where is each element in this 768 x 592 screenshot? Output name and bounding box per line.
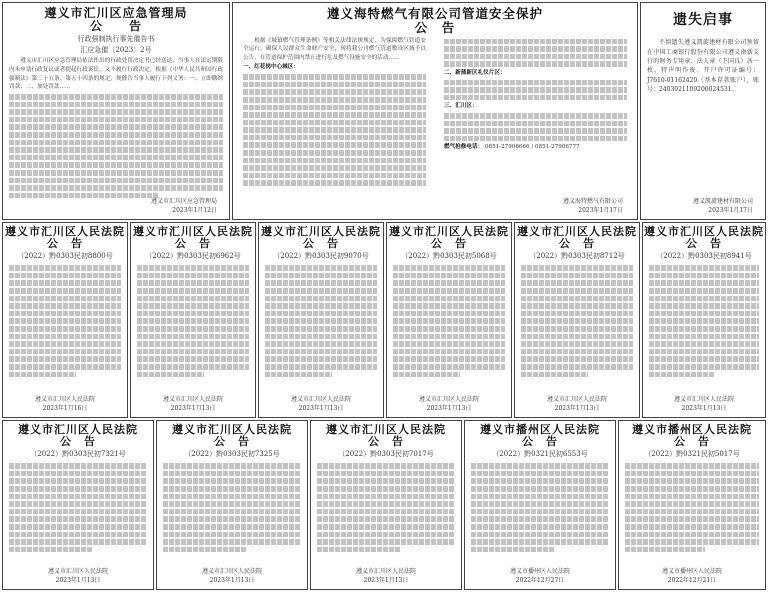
court-title: 遵义市播州区人民法院	[480, 423, 600, 436]
court-footer: 遵义市汇川区人民法院	[673, 396, 734, 404]
court-date: 2023年1月13日	[554, 404, 600, 412]
court-date: 2023年1月13日	[55, 576, 101, 584]
court-case-no: （2022）黔0303民初7017号	[338, 450, 434, 459]
court-signature	[259, 396, 383, 413]
court-signature	[465, 568, 615, 585]
court-title: 遵义市汇川区人民法院	[5, 225, 125, 238]
court-footer: 遵义市汇川区人民法院	[201, 568, 262, 576]
court-title2: 公 告	[559, 237, 595, 251]
court-footer: 遵义市播州区人民法院	[661, 568, 722, 576]
court-body	[619, 459, 765, 556]
court-footer: 遵义市汇川区人民法院	[546, 396, 607, 404]
court-case-no: （2022）黔0303民初8800号	[17, 252, 113, 261]
court-title2: 公 告	[175, 237, 211, 251]
bureau-body-text: 遵义市汇川区应急管理局依法作出的行政处罚决定书已经送达，当事人在法定期限内未申请行政复议或者提起行政诉讼，又不履行行政决定。根据《中华人民共和国行政强制法》第三十五条、第五十四条的规定，现催告当事人履行下列义务：一、立即缴纳罚款；二、加处罚款……	[9, 58, 223, 91]
court-date: 2022年12月21日	[667, 576, 717, 584]
gas-date: 2023年1月17日	[578, 206, 623, 214]
court-case-no: （2022）黔0303民初5068号	[401, 252, 497, 261]
court-case-no: （2022）黔0303民初8712号	[529, 252, 625, 261]
court-notice	[464, 420, 616, 590]
gas-notice	[232, 2, 638, 220]
court-signature	[643, 396, 765, 413]
bureau-signature	[151, 198, 227, 215]
lost-body	[641, 36, 765, 97]
bureau-notice	[2, 2, 230, 220]
court-title2: 公 告	[674, 435, 710, 449]
court-title: 遵义市汇川区人民法院	[644, 225, 764, 238]
bureau-doc-no: 汇应急催〔2023〕2号	[80, 46, 152, 55]
court-body	[259, 261, 383, 381]
court-title: 遵义市汇川区人民法院	[18, 423, 138, 436]
court-notice	[310, 420, 462, 590]
court-date: 2023年1月13日	[209, 576, 255, 584]
court-notice	[156, 420, 308, 590]
gas-section3: 三、汇川区：	[444, 103, 478, 110]
court-body	[515, 261, 639, 381]
court-footer: 遵义市汇川区人民法院	[162, 396, 223, 404]
court-date: 2023年1月13日	[170, 404, 216, 412]
court-title2: 公 告	[522, 435, 558, 449]
court-case-no: （2022）黔0321民初6553号	[492, 450, 588, 459]
court-notice	[2, 420, 154, 590]
court-title: 遵义市汇川区人民法院	[133, 225, 253, 238]
gas-body-text: 根据《城镇燃气管理条例》等相关法律法规规定，为保障燃气管道安全运行，确保人民群众生命财产安全，现将我公司燃气管道敷设区域予以公告，在管道保护范围内禁止进行危及燃气设施安全的活动……	[243, 37, 426, 61]
court-footer: 遵义市汇川区人民法院	[34, 396, 95, 404]
court-signature	[311, 568, 461, 585]
gas-signature	[563, 198, 633, 215]
court-body	[387, 261, 511, 381]
bureau-body	[3, 55, 229, 202]
court-body	[3, 261, 127, 381]
court-title: 遵义市汇川区人民法院	[261, 225, 381, 238]
gas-hotline-label: 燃气抢修电话：	[444, 144, 484, 151]
court-footer: 遵义市汇川区人民法院	[355, 568, 416, 576]
court-notice	[642, 222, 766, 418]
lost-signature	[693, 198, 763, 215]
court-title: 遵义市汇川区人民法院	[326, 423, 446, 436]
lost-footer: 遵义凯旋建材有限公司	[692, 198, 753, 206]
court-signature	[3, 568, 153, 585]
gas-hotline1: 0851-27906666	[484, 144, 530, 151]
gas-section2: 二、新蒲新区礼仪片区：	[444, 69, 506, 76]
court-case-no: （2022）黔0303民初6962号	[145, 252, 241, 261]
court-footer: 遵义市汇川区人民法院	[290, 396, 351, 404]
court-case-no: （2022）黔0303民初9070号	[273, 252, 369, 261]
court-date: 2023年1月13日	[363, 576, 409, 584]
court-notice	[514, 222, 640, 418]
court-body	[643, 261, 765, 381]
court-case-no: （2022）黔0303民初8941号	[656, 252, 752, 261]
court-body	[311, 459, 461, 556]
bureau-title2: 公 告	[89, 19, 142, 34]
court-title2: 公 告	[214, 435, 250, 449]
court-notice	[386, 222, 512, 418]
bureau-footer: 遵义市汇川区应急管理局	[150, 198, 217, 206]
court-case-no: （2022）黔0321民初5017号	[644, 450, 740, 459]
gas-hotline: 燃气抢修电话： 0851-27906666 / 0851-27906777	[444, 144, 580, 151]
court-title: 遵义市汇川区人民法院	[517, 225, 637, 238]
court-date: 2023年1月13日	[681, 404, 727, 412]
court-signature	[619, 568, 765, 585]
court-title2: 公 告	[368, 435, 404, 449]
lost-body-text: 不慎遗失遵义凯旋建材有限公司预留在中国工商银行股份有限公司遵义南新支行的财务专用章、法人章（王国良）各一枚，特声明作废。开户许可证编号：J7610-01162420（基本存款账户），账号：2403021109200024531。	[647, 39, 759, 93]
court-case-no: （2022）黔0303民初7325号	[184, 450, 280, 459]
court-signature	[387, 396, 511, 413]
court-footer: 遵义市汇川区人民法院	[47, 568, 108, 576]
court-footer: 遵义市汇川区人民法院	[418, 396, 479, 404]
court-title2: 公 告	[431, 237, 467, 251]
court-title: 遵义市汇川区人民法院	[389, 225, 509, 238]
court-title2: 公 告	[47, 237, 83, 251]
lost-notice	[640, 2, 766, 220]
court-signature	[3, 396, 127, 413]
court-signature	[131, 396, 255, 413]
gas-title: 遵义海特燃气有限公司管道安全保护	[326, 6, 543, 21]
bureau-date: 2023年1月12日	[172, 206, 217, 214]
gas-title2: 公 告	[414, 19, 456, 35]
lost-date: 2023年1月17日	[708, 206, 753, 214]
court-body	[3, 459, 153, 556]
gas-hotline2: 0851-27906777	[535, 144, 580, 151]
gas-body-left	[237, 35, 432, 191]
court-notice	[258, 222, 384, 418]
court-title2: 公 告	[686, 237, 722, 251]
court-body	[465, 459, 615, 556]
bureau-title: 遵义市汇川区应急管理局	[44, 6, 188, 20]
court-footer: 遵义市播州区人民法院	[509, 568, 570, 576]
gas-footer: 遵义海特燃气有限公司	[562, 198, 623, 206]
court-case-no: （2022）黔0303民初7321号	[30, 450, 126, 459]
bureau-subtitle: 行政强制执行事先催告书	[77, 35, 155, 44]
court-body	[157, 459, 307, 556]
court-signature	[157, 568, 307, 585]
court-notice	[130, 222, 256, 418]
gas-body-right	[438, 35, 633, 191]
lost-title: 遗失启事	[673, 12, 733, 28]
court-notice	[2, 222, 128, 418]
court-body	[131, 261, 255, 381]
court-date: 2023年1月13日	[298, 404, 344, 412]
court-date: 2023年1月13日	[426, 404, 472, 412]
court-title2: 公 告	[303, 237, 339, 251]
court-title: 遵义市播州区人民法院	[632, 423, 752, 436]
gas-section1: 一、红花岗中心城区：	[243, 64, 299, 71]
court-date: 2022年12月27日	[515, 576, 565, 584]
court-title2: 公 告	[60, 435, 96, 449]
court-signature	[515, 396, 639, 413]
court-title: 遵义市汇川区人民法院	[172, 423, 292, 436]
court-notice	[618, 420, 766, 590]
court-date: 2023年1月16日	[42, 404, 88, 412]
